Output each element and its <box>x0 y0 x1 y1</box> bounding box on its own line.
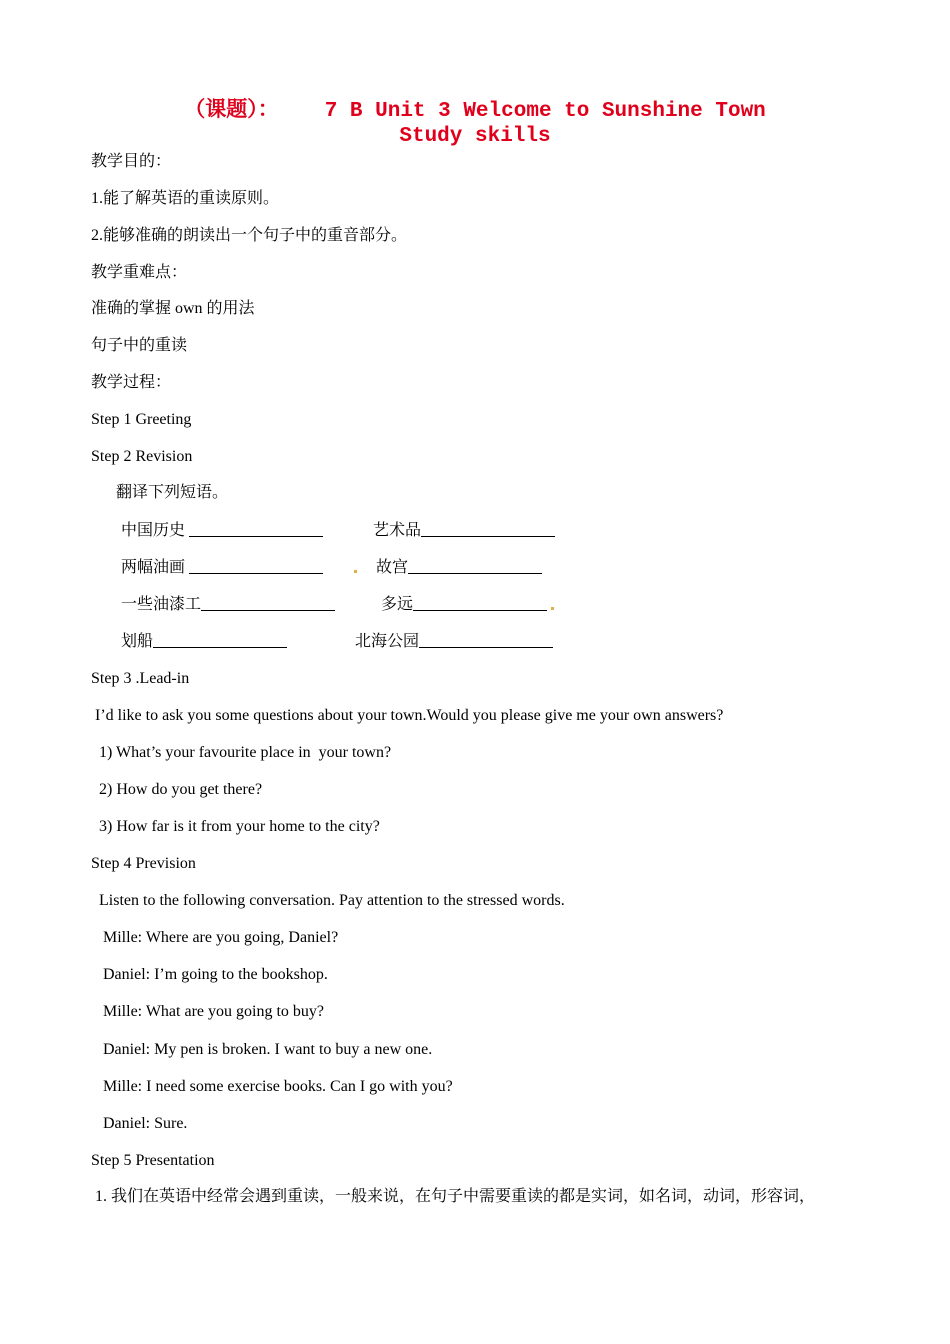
title-prefix: （课题）： <box>184 100 279 123</box>
step4-instruction: Listen to the following conversation. Pay attention to the stressed words. <box>99 892 565 909</box>
phrase-item: 故宫 <box>376 557 542 578</box>
answer-blank[interactable] <box>189 520 323 537</box>
answer-blank[interactable] <box>419 631 553 648</box>
dialogue-line: Daniel: My pen is broken. I want to buy a new one. <box>103 1041 433 1058</box>
answer-blank[interactable] <box>413 594 547 611</box>
phrase-item: 一些油漆工 <box>121 594 335 615</box>
phrase-item: 多远 <box>381 594 547 615</box>
step2-label: Step 2 Revision <box>91 448 193 465</box>
phrase-item: 艺术品 <box>373 520 555 541</box>
objective-item: 1.能了解英语的重读原则。 <box>91 190 280 207</box>
objective-item: 2.能够准确的朗读出一个句子中的重音部分。 <box>91 227 408 244</box>
step5-point: 1. 我们在英语中经常会遇到重读，一般来说，在句子中需要重读的都是实词，如名词，动词，形容词， <box>95 1188 816 1205</box>
stray-mark <box>354 570 357 573</box>
phrase-item: 北海公园 <box>355 631 553 652</box>
phrase-item: 两幅油画 <box>121 557 323 578</box>
answer-blank[interactable] <box>408 557 542 574</box>
answer-blank[interactable] <box>421 520 555 537</box>
lesson-title <box>0 99 950 124</box>
step3-label: Step 3 .Lead-in <box>91 670 190 687</box>
answer-blank[interactable] <box>153 631 287 648</box>
dialogue-line: Mille: Where are you going, Daniel? <box>103 929 339 946</box>
step4-label: Step 4 Prevision <box>91 855 196 872</box>
question-item: 3) How far is it from your home to the city? <box>99 818 380 835</box>
title-course: 7 B Unit 3 Welcome to Sunshine Town <box>324 100 766 123</box>
answer-blank[interactable] <box>189 557 323 574</box>
lesson-subtitle: Study skills <box>399 125 551 148</box>
dialogue-line: Mille: What are you going to buy? <box>103 1003 324 1020</box>
step5-label: Step 5 Presentation <box>91 1152 215 1169</box>
dialogue-line: Mille: I need some exercise books. Can I go with you? <box>103 1078 453 1095</box>
dialogue-line: Daniel: I’m going to the bookshop. <box>103 966 328 983</box>
step3-intro: I’d like to ask you some questions about your town.Would you please give me your own answers? <box>95 707 724 724</box>
phrase-item: 划船 <box>121 631 287 652</box>
stray-mark <box>551 607 554 610</box>
process-heading: 教学过程： <box>91 374 172 391</box>
objectives-heading: 教学目的： <box>91 153 172 170</box>
answer-blank[interactable] <box>201 594 335 611</box>
key-point-item: 句子中的重读 <box>91 337 188 354</box>
phrase-item: 中国历史 <box>121 520 323 541</box>
question-item: 1) What’s your favourite place in your town? <box>99 744 392 761</box>
key-point-item: 准确的掌握 own 的用法 <box>91 300 255 317</box>
step2-instruction: 翻译下列短语。 <box>116 484 229 501</box>
step1-label: Step 1 Greeting <box>91 411 192 428</box>
dialogue-line: Daniel: Sure. <box>103 1115 188 1132</box>
key-points-heading: 教学重难点： <box>91 264 188 281</box>
question-item: 2) How do you get there? <box>99 781 263 798</box>
